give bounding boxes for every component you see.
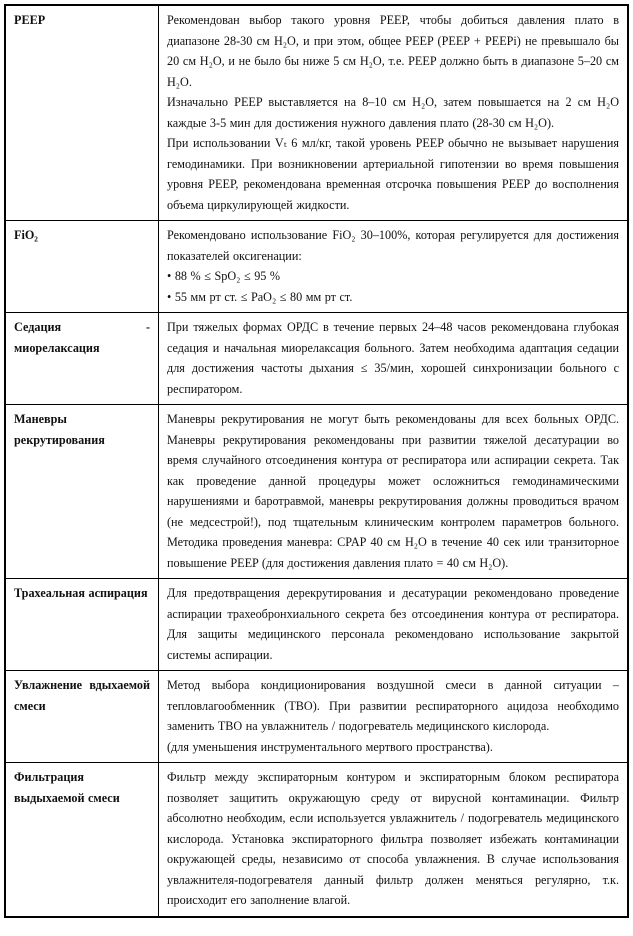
paragraph: Рекомендован выбор такого уровня PEEP, чтобы добиться давления плато в диапазоне 28-30 см H₂O, и при этом, общее PEEP (PEEP + PEEPi) не превышало бы 20 см H₂O, и не было бы ниже 5 см H₂O, т.е. PEEP должно быть в диапазоне 5–20 см H₂O. <box>167 13 620 89</box>
term-label: FiO₂ <box>14 228 38 242</box>
term-cell <box>5 405 159 579</box>
term-label: Трахеальная аспирация <box>14 586 148 600</box>
description-cell <box>159 221 629 313</box>
description-cell <box>159 671 629 763</box>
table-row-peep <box>5 5 628 221</box>
description-cell <box>159 5 629 221</box>
term-cell <box>5 5 159 221</box>
description-cell <box>159 763 629 917</box>
term-cell <box>5 313 159 405</box>
bullet-item: • 88 % ≤ SpO₂ ≤ 95 % <box>167 269 281 283</box>
term-cell <box>5 671 159 763</box>
paragraph: При тяжелых формах ОРДС в течение первых 24–48 часов рекомендована глубокая седация и начальная миорелаксация больного. Затем необходима адаптация седации для достижения частоты дыхания ≤ 35/мин, хорошей синхронизации больного с респиратором. <box>167 320 619 396</box>
table-row-recruitment <box>5 405 628 579</box>
description-cell <box>159 313 629 405</box>
paragraph: Рекомендовано использование FiO₂ 30–100%, которая регулируется для достижения показателей оксигенации: <box>167 228 619 263</box>
term-cell <box>5 763 159 917</box>
table-row-sedation <box>5 313 628 405</box>
paragraph: Метод выбора кондиционирования воздушной смеси в данной ситуации – тепловлагообменник (ТВО). При развитии респираторного ацидоза необходимо заменить ТВО на увлажнитель / подогреватель медицинского кислорода. <box>167 678 619 733</box>
table-row-humidification <box>5 671 628 763</box>
term-label: Фильтрация выдыхаемой смеси <box>14 770 120 805</box>
paragraph: При использовании Vₜ 6 мл/кг, такой уровень PEEP обычно не вызывает нарушения гемодинамики. При возникновении артериальной гипотензии во время повышения уровня PEEP, рекомендована временная отсрочка повышения PEEP до восполнения объема циркулирующей жидкости. <box>167 136 619 212</box>
table-row-aspiration <box>5 579 628 671</box>
table-row-fio2 <box>5 221 628 313</box>
bullet-item: • 55 мм рт ст. ≤ PaO₂ ≤ 80 мм рт ст. <box>167 289 353 304</box>
paragraph: Изначально PEEP выставляется на 8–10 см H₂O, затем повышается на 2 см H₂O каждые 3-5 мин для достижения нужного давления плато (28-30 см H₂O). <box>167 95 619 130</box>
paragraph: (для уменьшения инструментального мертвого пространства). <box>167 739 493 754</box>
term-cell <box>5 221 159 313</box>
ventilation-guideline-table <box>4 4 629 918</box>
term-label: Маневры рекрутирования <box>14 412 105 447</box>
description-cell <box>159 579 629 671</box>
term-label: Седация - миорелаксация <box>14 320 150 355</box>
paragraph: Фильтр между экспираторным контуром и экспираторным блоком респиратора позволяет защитить окружающую среду от вирусной контаминации. Фильтр абсолютно необходим, если используется увлажнитель / подогреватель медицинского кислорода. Установка экспираторного фильтра позволяет избежать контаминации окружающей среды, независимо от способа увлажнения. В случае использования увлажнителя-подогревателя данный фильтр должен меняться регулярно, т.к. происходит его заполнение влагой. <box>167 770 619 907</box>
paragraph: Для предотвращения дерекрутирования и десатурации рекомендовано проведение аспирации трахеобронхиального секрета без отсоединения контура от респиратора. Для защиты медицинского персонала рекомендовано использование закрытой системы аспирации. <box>167 586 619 662</box>
term-label: Увлажнение вдыхаемой смеси <box>14 678 150 713</box>
term-label: PEEP <box>14 13 46 27</box>
table-row-filtration <box>5 763 628 917</box>
description-cell <box>159 405 629 579</box>
term-cell <box>5 579 159 671</box>
paragraph: Маневры рекрутирования не могут быть рекомендованы для всех больных ОРДС. Маневры рекрутирования рекомендованы при развитии тяжелой десатурации во время случайного отсоединения контура от респиратора или аспирации секрета. Так как проведение данной процедуры может осложниться гемодинамическими нарушениями и баротравмой, маневры рекрутирования должны проводиться врачом (не медсестрой!), под тщательным клиническим контролем параметров больного. Методика проведения маневра: CPAP 40 см H₂O в течение 40 сек или транзиторное повышение PEEP (для достижения давления плато = 40 см H₂O). <box>167 412 619 570</box>
